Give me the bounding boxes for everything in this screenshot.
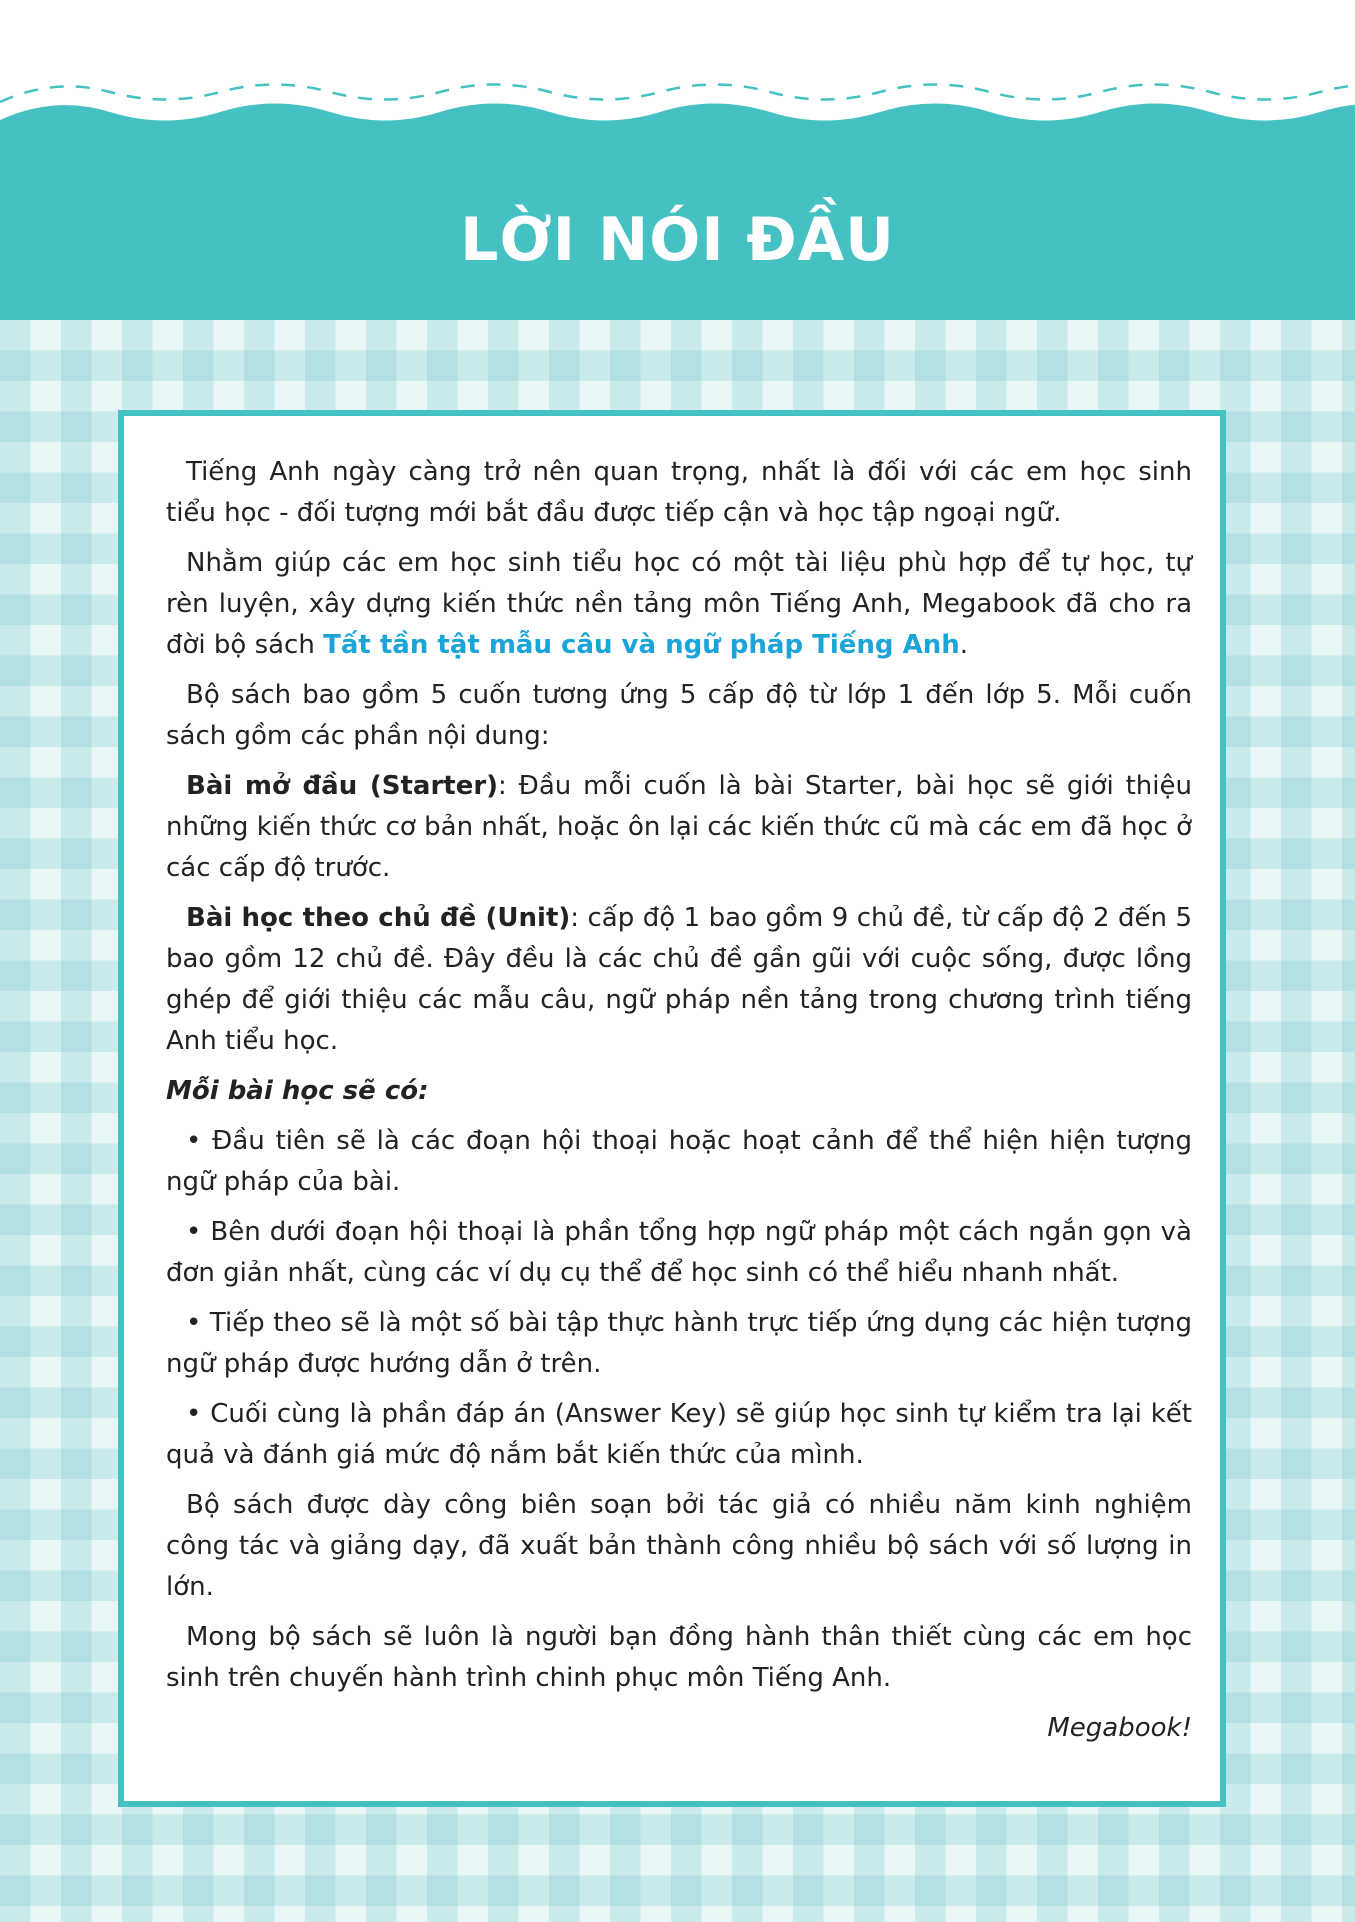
- signature: Megabook!: [1047, 1713, 1192, 1743]
- section-label: Bài mở đầu (Starter): [186, 771, 499, 801]
- text: : Đầu mỗi cuốn là bài Starter, bài học sẽ giới thiệu những kiến thức cơ bản nhất, hoặc ôn lại các kiến thức cũ mà các em đã học ở các cấp độ trước.: [166, 771, 1192, 883]
- bullet-item: • Tiếp theo sẽ là một số bài tập thực hành trực tiếp ứng dụng các hiện tượng ngữ pháp được hướng dẫn ở trên.: [166, 1308, 1192, 1379]
- bullet-item: • Đầu tiên sẽ là các đoạn hội thoại hoặc hoạt cảnh để thể hiện hiện tượng ngữ pháp của bài.: [166, 1126, 1192, 1197]
- text: Nhằm giúp các em học sinh tiểu học có một tài liệu phù hợp để tự học, tự rèn luyện, xây dựng kiến thức nền tảng môn Tiếng Anh, Megabook đã cho ra đời bộ sách: [166, 548, 1192, 660]
- paragraph: Bộ sách bao gồm 5 cuốn tương ứng 5 cấp độ từ lớp 1 đến lớp 5. Mỗi cuốn sách gồm các phần nội dung:: [166, 680, 1192, 751]
- paragraph: Tiếng Anh ngày càng trở nên quan trọng, nhất là đối với các em học sinh tiểu học - đối tượng mới bắt đầu được tiếp cận và học tập ngoại ngữ.: [166, 457, 1192, 528]
- text: : cấp độ 1 bao gồm 9 chủ đề, từ cấp độ 2 đến 5 bao gồm 12 chủ đề. Đây đều là các chủ đề gần gũi với cuộc sống, được lồng ghép để giới thiệu các mẫu câu, ngữ pháp nền tảng trong chương trình tiếng Anh tiểu học.: [166, 903, 1192, 1056]
- section-label: Bài học theo chủ đề (Unit): [186, 903, 571, 933]
- bullet-item: • Cuối cùng là phần đáp án (Answer Key) sẽ giúp học sinh tự kiểm tra lại kết quả và đánh giá mức độ nắm bắt kiến thức của mình.: [166, 1399, 1192, 1470]
- paragraph: [166, 898, 1192, 1062]
- subheading: Mỗi bài học sẽ có:: [166, 1076, 429, 1106]
- paragraph: [166, 543, 1192, 666]
- preface-box: [118, 410, 1226, 1807]
- paragraph: Bộ sách được dày công biên soạn bởi tác giả có nhiều năm kinh nghiệm công tác và giảng dạy, đã xuất bản thành công nhiều bộ sách với số lượng in lớn.: [166, 1490, 1192, 1602]
- paragraph: [166, 766, 1192, 889]
- preface-text: [166, 452, 1192, 1758]
- text: .: [959, 630, 968, 660]
- book-title: Tất tần tật mẫu câu và ngữ pháp Tiếng Anh: [323, 630, 960, 660]
- bullet-item: • Bên dưới đoạn hội thoại là phần tổng hợp ngữ pháp một cách ngắn gọn và đơn giản nhất, cùng các ví dụ cụ thể để học sinh có thể hiểu nhanh nhất.: [166, 1217, 1192, 1288]
- page-title: LỜI NÓI ĐẦU: [460, 205, 895, 275]
- paragraph: Mong bộ sách sẽ luôn là người bạn đồng hành thân thiết cùng các em học sinh trên chuyến hành trình chinh phục môn Tiếng Anh.: [166, 1622, 1192, 1693]
